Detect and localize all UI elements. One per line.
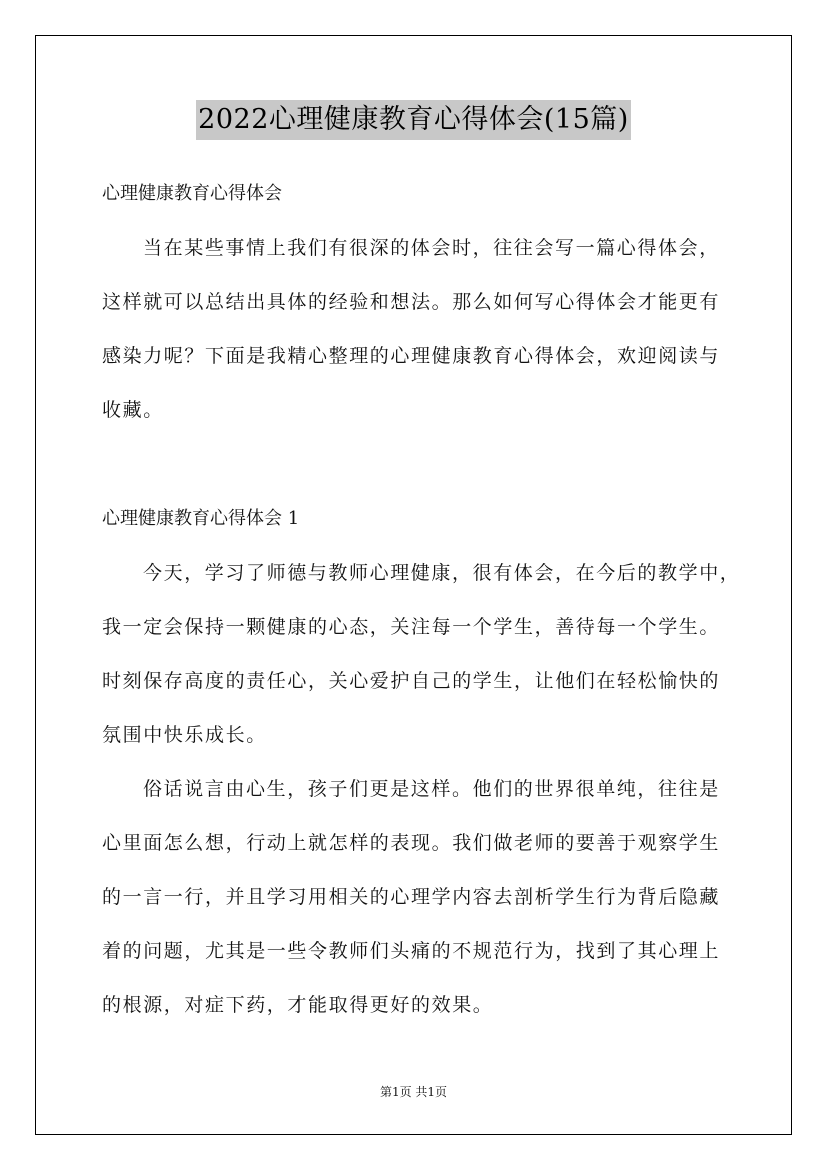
paragraph-line: 俗话说言由心生，孩子们更是这样。他们的世界很单纯，往往是 bbox=[143, 778, 720, 800]
title-wrap bbox=[0, 100, 827, 140]
paragraph-line: 着的问题，尤其是一些令教师们头痛的不规范行为，找到了其心理上 bbox=[102, 940, 721, 962]
paragraph-line: 的根源，对症下药，才能取得更好的效果。 bbox=[102, 994, 494, 1016]
paragraph-line: 时刻保存高度的责任心，关心爱护自己的学生，让他们在轻松愉快的 bbox=[102, 670, 721, 692]
document-title: 2022心理健康教育心得体会(15篇) bbox=[196, 100, 631, 140]
paragraph-line: 心里面怎么想，行动上就怎样的表现。我们做老师的要善于观察学生 bbox=[102, 832, 721, 854]
paragraph-line: 的一言一行，并且学习用相关的心理学内容去剖析学生行为背后隐藏 bbox=[102, 886, 721, 908]
intro-line: 感染力呢？下面是我精心整理的心理健康教育心得体会，欢迎阅读与 bbox=[102, 345, 721, 367]
intro-line: 这样就可以总结出具体的经验和想法。那么如何写心得体会才能更有 bbox=[102, 291, 721, 313]
paragraph-line: 我一定会保持一颗健康的心态，关注每一个学生，善待每一个学生。 bbox=[102, 616, 721, 638]
paragraph-line: 今天，学习了师德与教师心理健康，很有体会，在今后的教学中， bbox=[143, 562, 741, 584]
paragraph-line: 氛围中快乐成长。 bbox=[102, 724, 267, 746]
section1-heading: 心理健康教育心得体会 1 bbox=[102, 508, 300, 529]
intro-line: 当在某些事情上我们有很深的体会时，往往会写一篇心得体会， bbox=[143, 237, 720, 259]
page-footer: 第1页 共1页 bbox=[379, 1085, 448, 1099]
intro-line: 收藏。 bbox=[102, 399, 164, 421]
intro-heading: 心理健康教育心得体会 bbox=[102, 183, 282, 204]
